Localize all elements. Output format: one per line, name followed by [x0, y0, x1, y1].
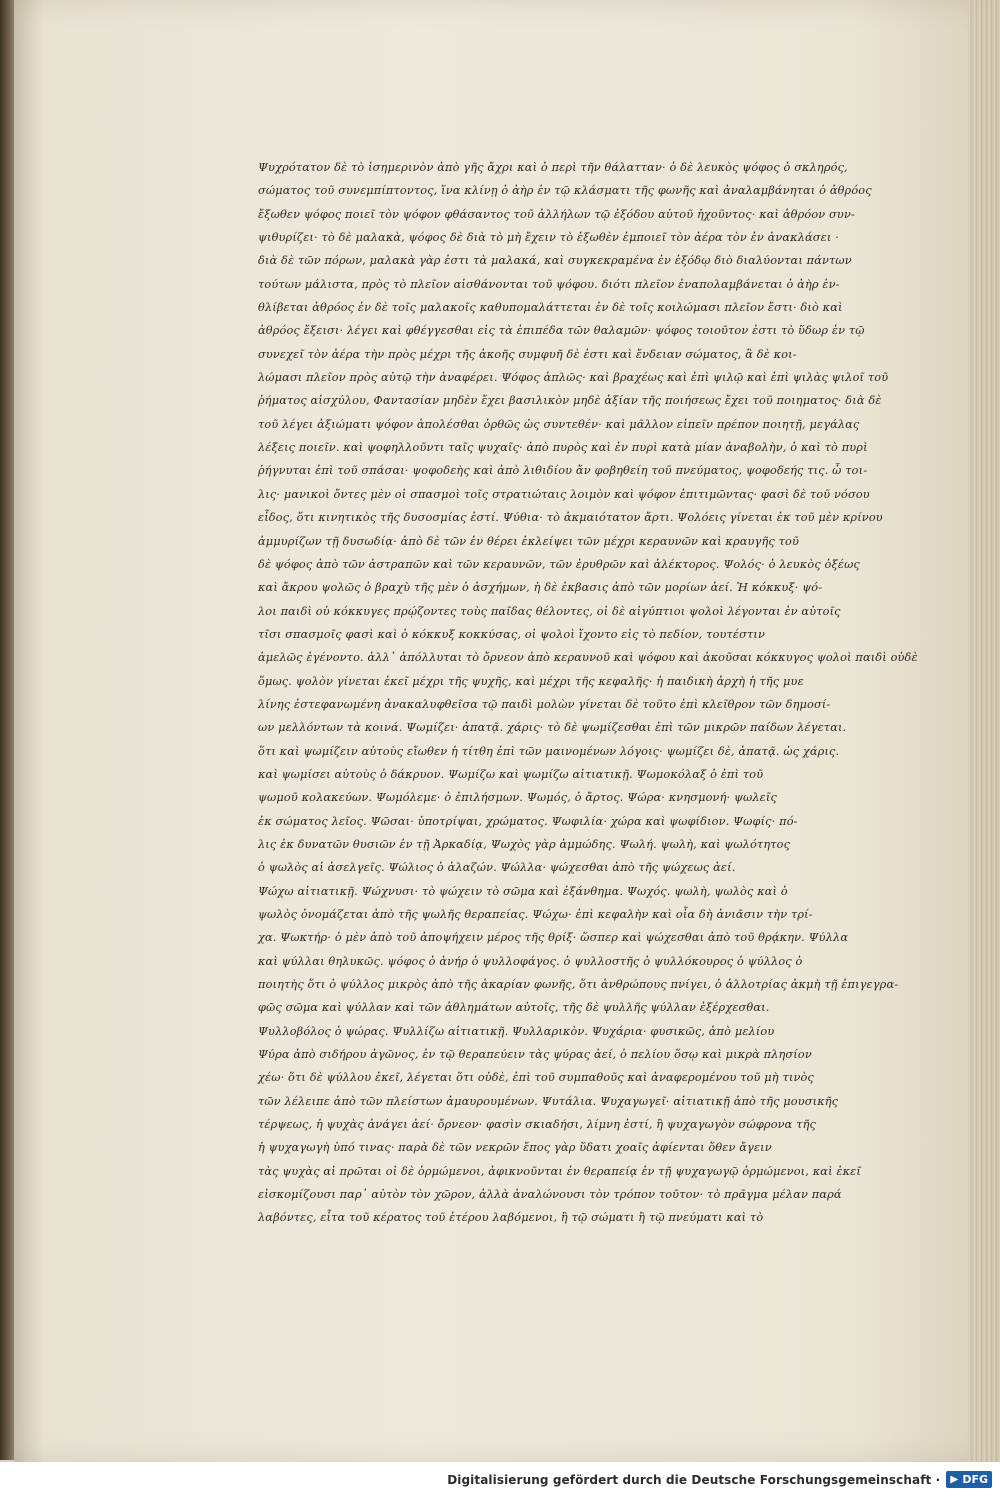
text-line: φῶς σῶμα καὶ ψύλλαν καὶ τῶν ἀθλημάτων αὐτοῖς, τῆς δὲ ψυλλῆς ψύλλαν ἐξέρχεσθαι. — [258, 1001, 770, 1015]
text-line: δὲ ψόφος ἀπὸ τῶν ἀστραπῶν καὶ τῶν κεραυνῶν, τῶν ἐρυθρῶν καὶ ἀλέκτορος. Ψολός· ὁ λευκὸς ὀξέως — [258, 557, 860, 571]
text-line: καὶ ἄκρου ψολῶς ὁ βραχὺ τῆς μὲν ὁ ἀσχήμων, ἡ δὲ ἐκβασις ἀπὸ τῶν μορίων ἀεί. Ἡ κόκκυξ· ψό- — [258, 581, 823, 595]
text-line: λις ἐκ δυνατῶν θυσιῶν ἐν τῇ Ἀρκαδίᾳ, Ψωχὸς γὰρ ἁμμώδης. Ψωλή. ψωλὴ, καὶ ψωλότητος — [258, 837, 791, 851]
footer-bar — [0, 1462, 1000, 1497]
text-line: ἐκ σώματος λεῖος. Ψῶσαι· ὑποτρίψαι, χρώματος. Ψωφιλία· χώρα καὶ ψωφίδιον. Ψωφίς· πό- — [258, 814, 798, 828]
text-line: λώμασι πλεῖον πρὸς αὐτῷ τὴν ἀναφέρει. Ψόφος ἁπλῶς· καὶ βραχέως καὶ ἐπὶ ψιλῷ καὶ ἐπὶ ψιλὰς ψιλοῖ τοῦ — [258, 371, 889, 385]
text-line: θλίβεται ἀθρόος ἐν δὲ τοῖς μαλακοῖς καθυπομαλάττεται ἐν δὲ τοῖς κοιλώμασι πλεῖον ἔστι· διὸ καὶ — [258, 301, 843, 315]
text-line: λίνης ἐστεφανωμένη ἀνακαλυφθεῖσα τῷ παιδὶ μολὼν γίνεται δὲ τοῦτο ἐπὶ κλεῖθρον τῶν δημοσί- — [258, 697, 831, 711]
text-line: ψιθυρίζει· τὸ δὲ μαλακὰ, ψόφος δὲ διὰ τὸ μὴ ἔχειν τὸ ἐξωθὲν ἐμποιεῖ τὸν ἀέρα τὸν ἐν ἀνακλάσει · — [258, 231, 839, 245]
text-line: διὰ δὲ τῶν πόρων, μαλακὰ γὰρ ἐστι τὰ μαλακά, καὶ συγκεκραμένα ἐν ἐξόδῳ διὸ διαλύονται πάντων — [258, 254, 852, 268]
text-line: ῥήματος αἰσχύλου, Φαντασίαν μηδὲν ἔχει βασιλικὸν μηδὲ ἀξίαν τῆς ποιήσεως ἔχει τοῦ ποιηματος· διὰ δὲ — [258, 394, 882, 408]
text-line: τοῦ λέγει ἀξιώματι ψόφον ἀπολέσθαι ὀρθῶς ὡς συντεθέν· καὶ μᾶλλον εἰπεῖν πρέπον ποιητῇ, μεγάλας — [258, 417, 860, 431]
text-line: ψωλὸς ὀνομάζεται ἀπὸ τῆς ψωλῆς θεραπείας. Ψώχω· ἐπὶ κεφαλὴν καὶ οἷα δὴ ἀνιᾶσιν τὴν τρί- — [258, 908, 813, 921]
text-line: ὁ ψωλὸς αἱ ἀσελγεῖς. Ψώλιος ὁ ἀλαζών. Ψώλλα· ψώχεσθαι ἀπὸ τῆς ψώχεως ἀεί. — [258, 861, 736, 875]
text-line: Ψυχρότατον δὲ τὸ ἰσημερινὸν ἀπὸ γῆς ἄχρι καὶ ὁ περὶ τῆν θάλατταν· ὁ δὲ λευκὸς ψόφος ὁ σκληρός, — [258, 161, 848, 174]
text-line: ῥήγνυται ἐπὶ τοῦ σπάσαι· ψοφοδεὴς καὶ ἀπὸ λιθιδίου ἄν φοβηθείη τοῦ πνεύματος, ψοφοδεής τις. ὦ τοι- — [258, 464, 868, 478]
text-line: ἡ ψυχαγωγὴ ὑπό τινας· παρὰ δὲ τῶν νεκρῶν ἔπος γὰρ ὕδατι χοαῖς ἀφίενται ὅθεν ἄγειν — [258, 1141, 772, 1155]
text-line: χα. Ψωκτήρ· ὁ μὲν ἀπὸ τοῦ ἀποψήχειν μέρος τῆς θρίξ· ὥσπερ καὶ ψώχεσθαι ἀπὸ τοῦ θρᾴκην. Ψύλλα — [258, 931, 849, 945]
funding-notice: Digitalisierung gefördert durch die Deutsche Forschungsgemeinschaft · — [447, 1472, 941, 1487]
text-line: εἰσκομίζουσι παρ᾽ αὐτὸν τὸν χῶρον, ἀλλὰ ἀναλώνουσι τὸν τρόπον τοῦτον· τὸ πρᾶγμα μέλαν παρά — [258, 1188, 842, 1202]
text-line: ἀθρόος ἔξεισι· λέγει καὶ φθέγγεσθαι εἰς τὰ ἐπιπέδα τῶν θαλαμῶν· ψόφος τοιοῦτον ἐστι τὸ ὕδωρ ἐν τῷ — [258, 324, 865, 338]
text-line: τὰς ψυχὰς αἱ πρῶται οἱ δὲ ὁρμώμενοι, ἀφικνοῦνται ἐν θεραπείᾳ ἐν τῇ ψυχαγωγῷ ὁρμώμενοι, καὶ ἐκεῖ — [258, 1164, 861, 1178]
text-line: λις· μανικοὶ ὄντες μὲν οἱ σπασμοὶ τοῖς στρατιώταις λοιμὸν καὶ ψόφον ἐπιτιμῶντας· φασὶ δὲ τοῦ νόσου — [258, 487, 870, 501]
text-line: ἁμελῶς ἐγένοντο. ἀλλ᾽ ἀπόλλυται τὸ ὄρνεον ἀπὸ κεραυνοῦ καὶ ψόφου καὶ ἀκοῦσαι κόκκυγος ψολοὶ παιδὶ οὐδὲ — [258, 651, 918, 665]
text-line: εἶδος, ὅτι κινητικὸς τῆς δυσοσμίας ἐστί. Ψύθια· τὸ ἀκμαιότατον ἄρτι. Ψολόεις γίνεται ἐκ τοῦ μὲν κρίνου — [258, 511, 883, 525]
text-line: ὅτι καὶ ψωμίζειν αὐτοὺς εἴωθεν ἡ τίτθη ἐπὶ τῶν μαινομένων λόγοις· ψωμίζει δὲ, ἀπατᾷ. ὡς χάρις. — [258, 744, 840, 758]
text-line: ἔξωθεν ψόφος ποιεῖ τὸν ψόφον φθάσαντος τοῦ ἀλλήλων τῷ ἐξόδου αὐτοῦ ἠχοῦντος· καὶ ἀθρόον συν- — [258, 207, 855, 221]
text-line: τούτων μάλιστα, πρὸς τὸ πλεῖον αἰσθάνονται τοῦ ψόφου. διότι πλεῖον ἐναπολαμβάνεται ὁ ἀὴρ ἐν- — [258, 277, 840, 291]
text-line: Ψύρα ἀπὸ σιδήρου ἀγῶνος, ἐν τῷ θεραπεύειν τὰς ψύρας ἀεί, ὁ πελίου ὅσῳ καὶ μικρὰ πλησίον — [258, 1048, 812, 1062]
dfg-logo — [946, 1471, 992, 1488]
text-line: τέρψεως, ἡ ψυχὰς ἀνάγει ἀεί· ὄρνεον· φασὶν σκιαδήσι, λίμνη ἐστί, ἢ ψυχαγωγὸν σώφρονα τῆς — [258, 1118, 816, 1132]
dfg-logo-text: DFG — [962, 1473, 988, 1486]
text-line: ψωμοῦ κολακεύων. Ψωμόλεμε· ὁ ἐπιλήσμων. Ψωμός, ὁ ἄρτος. Ψώρα· κνησμονή· ψωλεῖς — [258, 791, 777, 805]
text-line: συνεχεῖ τὸν ἀέρα τὴν πρὸς μέχρι τῆς ἀκοῆς συμφυῆ δὲ ἐστι καὶ ἔνδειαν σώματος, ἃ δὲ κοι- — [258, 347, 797, 361]
text-line: καὶ ψύλλαι θηλυκῶς. ψόφος ὁ ἀνήρ ὁ ψυλλοφάγος. ὁ ψυλλοστῆς ὁ ψυλλόκουρος ὁ ψύλλος ὁ — [258, 954, 803, 968]
text-line: ἁμμυρίζων τῇ δυσωδίᾳ· ἀπὸ δὲ τῶν ἐν θέρει ἐκλείψει τῶν μέχρι κεραυνῶν καὶ κραυγῆς τοῦ — [258, 534, 799, 548]
text-line: τῶν λέλειπε ἀπὸ τῶν πλείστων ἀμαυρουμένων. Ψυτάλια. Ψυχαγωγεῖ· αἰτιατικῇ ἀπὸ τῆς μουσικῆς — [258, 1094, 839, 1108]
text-line: Ψυλλοβόλος ὁ ψώρας. Ψυλλίζω αἰτιατικῇ. Ψυλλαρικὸν. Ψυχάρια· φυσικῶς, ἀπὸ μελίου — [258, 1024, 775, 1038]
text-line: ποιητὴς ὅτι ὁ ψύλλος μικρὸς ἀπὸ τῆς ἀκαρίαν φωνῆς, ὅτι ἀνθρώπους πνίγει, ὁ ἀλλοτρίας ἀκμὴ τῇ ἐπιγεγρα- — [258, 978, 899, 992]
text-line: ὅμως. ψολὸν γίνεται ἐκεῖ μέχρι τῆς ψυχῆς, καὶ μέχρι τῆς κεφαλῆς· ἡ παιδικὴ ἀρχὴ ἡ τῆς μυε — [258, 674, 804, 688]
text-line: χέω· ὅτι δὲ ψύλλου ἐκεῖ, λέγεται ὅτι οὐδὲ, ἐπὶ τοῦ συμπαθοῦς καὶ ἀναφερομένου τοῦ μὴ τινὸς — [258, 1071, 814, 1085]
text-line: τῖσι σπασμοῖς φασὶ καὶ ὁ κόκκυξ κοκκύσας, οἱ ψολοὶ ἴχοντο εἰς τὸ πεδίον, τουτέστιν — [258, 627, 766, 641]
text-line: καὶ ψωμίσει αὐτοὺς ὁ δάκρυον. Ψωμίζω καὶ ψωμίζω αἰτιατικῇ. Ψωμοκόλαξ ὁ ἐπὶ τοῦ — [258, 767, 764, 781]
text-line: σώματος τοῦ συνεμπίπτοντος, ἵνα κλίνῃ ὁ ἀὴρ ἐν τῷ κλάσματι τῆς φωνῆς καὶ ἀναλαμβάνηται ὁ ἀθρόος — [258, 184, 872, 198]
text-line: ων μελλόντων τὰ κοινά. Ψωμίζει· ἀπατᾷ. χάρις· τὸ δὲ ψωμίζεσθαι ἐπὶ τῶν μικρῶν παίδων λέγεται. — [258, 721, 847, 735]
text-line: λέξεις ποιεῖν. καὶ ψοφηλλοῦντι ταῖς ψυχαῖς· ἀπὸ πυρὸς καὶ ἐν πυρὶ κατὰ μίαν ἀναβολὴν, ὁ καὶ τὸ πυρὶ — [258, 441, 868, 455]
text-line: λοι παιδὶ οὐ κόκκυγες πρῴζοντες τοὺς παῖδας θέλοντες, οἱ δὲ αἰγύπτιοι ψολοὶ λέγονται ἐν αὐτοῖς — [258, 604, 841, 618]
greek-text-block — [258, 156, 918, 1230]
dfg-logo-mark-icon — [950, 1476, 958, 1484]
text-line: λαβόντες, εἶτα τοῦ κέρατος τοῦ ἑτέρου λαβόμενοι, ἢ τῷ σώματι ἢ τῷ πνεύματι καὶ τὸ — [258, 1211, 764, 1225]
text-line: Ψώχω αἰτιατικῇ. Ψώχνυσι· τὸ ψώχειν τὸ σῶμα καὶ ἐξάνθημα. Ψωχός. ψωλὴ, ψωλὸς καὶ ὁ — [258, 884, 788, 898]
page-stack-edge — [968, 0, 1000, 1462]
